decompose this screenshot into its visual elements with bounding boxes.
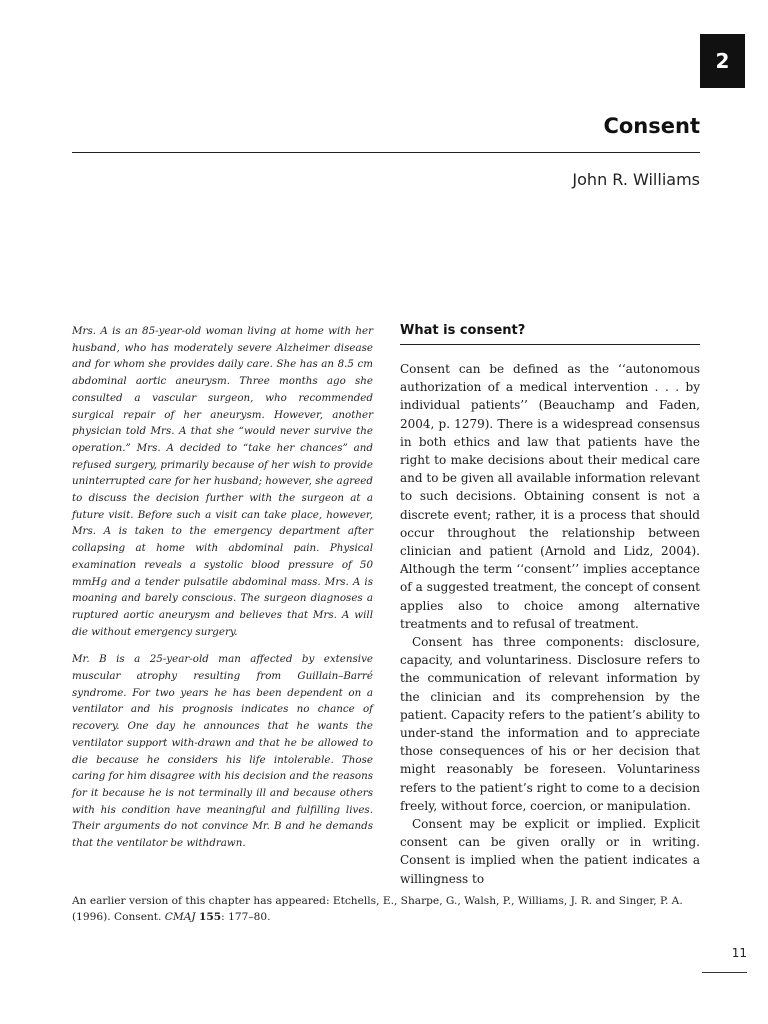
footnote-volume: 155	[199, 911, 222, 924]
title-divider	[72, 152, 700, 153]
body-paragraph: Consent has three components: disclosure, capacity, and voluntariness. Disclosure refers to the communication of relevant information by the clinician and its comprehension by the patient. Capacity refers to the patient’s ability to under-stand the information and to appreciate those consequences of his or her decision that might reasonably be foreseen. Voluntariness refers to the patient’s right to come to a decision freely, without force, coercion, or manipulation.	[400, 635, 700, 813]
page-number: 11	[731, 946, 747, 960]
footnote-pages: : 177–80.	[221, 911, 271, 924]
main-section	[400, 320, 700, 888]
chapter-number-box	[700, 34, 745, 88]
body-paragraph: Consent can be defined as the ‘‘autonomous authorization of a medical intervention . . . by individual patients’’ (Beauchamp and Faden, 2004, p. 1279). There is a widespread consensus in both ethics and law that patients have the right to make decisions about their medical care and to be given all available information relevant to such decisions. Obtaining consent is not a discrete event; rather, it is a process that should occur throughout the relationship between clinician and patient (Arnold and Lidz, 2004). Although the term ‘‘consent’’ implies acceptance of a suggested treatment, the concept of consent applies also to choice among alternative treatments and to refusal of treatment.	[400, 362, 700, 631]
chapter-title: Consent	[603, 114, 700, 138]
section-heading: What is consent?	[400, 323, 526, 338]
case-studies	[72, 323, 373, 863]
author-name: John R. Williams	[572, 170, 700, 189]
page-number-rule	[702, 972, 747, 973]
section-body	[400, 360, 700, 888]
section-heading-divider	[400, 344, 700, 345]
case-study-mrs-a: Mrs. A is an 85-year-old woman living at home with her husband, who has moderately severe Alzheimer disease and for whom she provides daily care. She has an 8.5 cm abdominal aortic aneurysm. Three months ago she consulted a vascular surgeon, who recommended surgical repair of her aneurysm. However, another physician told Mrs. A that she “would never survive the operation.” Mrs. A decided to “take her chances” and refused surgery, primarily because of her wish to provide uninterrupted care for her husband; however, she agreed to discuss the decision further with the surgeon at a future visit. Before such a visit can take place, however, Mrs. A is taken to the emergency department after collapsing at home with abdominal pain. Physical examination reveals a systolic blood pressure of 50 mmHg and a tender pulsatile abdominal mass. Mrs. A is moaning and barely conscious. The surgeon diagnoses a ruptured aortic aneurysm and believes that Mrs. A will die without emergency surgery.	[72, 325, 373, 638]
case-study-mr-b: Mr. B is a 25-year-old man affected by extensive muscular atrophy resulting from Guillain–Barré syndrome. For two years he has been dependent on a ventilator and his prognosis indicates no chance of recovery. One day he announces that he wants the ventilator support with-drawn and that he be allowed to die because he considers his life intolerable. Those caring for him disagree with his decision and the reasons for it because he is not terminally ill and because others with his condition have meaningful and fulfilling lives. Their arguments do not convince Mr. B and he demands that the ventilator be withdrawn.	[72, 653, 373, 850]
footnote-journal: CMAJ	[164, 911, 196, 924]
body-paragraph: Consent may be explicit or implied. Explicit consent can be given orally or in writing. Consent is implied when the patient indicates a willingness to	[400, 817, 700, 886]
footnote	[72, 893, 700, 926]
footnote-text: An earlier version of this chapter has appeared: Etchells, E., Sharpe, G., Walsh, P., Williams, J. R. and Singer, P. A. (1996). Consent.	[72, 895, 683, 924]
chapter-number: 2	[715, 49, 730, 73]
